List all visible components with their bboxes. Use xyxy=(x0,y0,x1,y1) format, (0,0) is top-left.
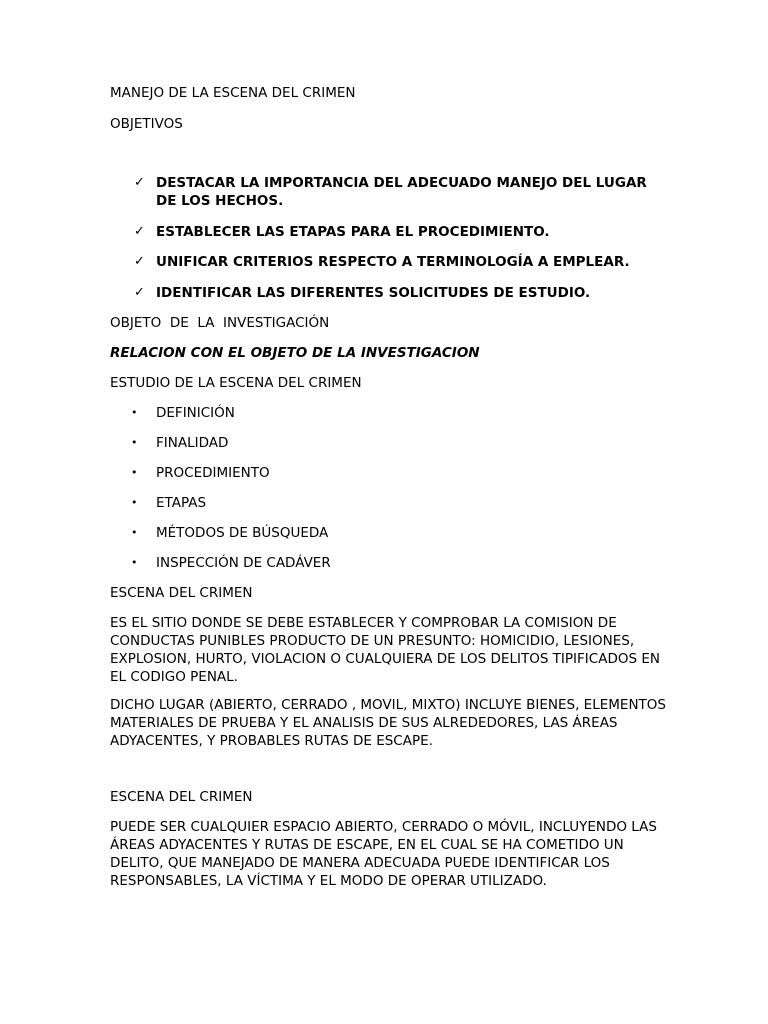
bullet-icon: • xyxy=(131,526,138,539)
list-item xyxy=(110,524,670,542)
list-item xyxy=(110,554,670,572)
estudio-item-text: ETAPAS xyxy=(156,495,207,511)
escena-heading-2: ESCENA DEL CRIMEN xyxy=(110,789,253,805)
objetivo-text: ESTABLECER LAS ETAPAS PARA EL PROCEDIMIENTO. xyxy=(156,223,550,240)
objetivo-text: UNIFICAR CRITERIOS RESPECTO A TERMINOLOGÍA A EMPLEAR. xyxy=(156,254,630,270)
checkmark-icon: ✓ xyxy=(134,254,145,269)
objetivo-text: DESTACAR LA IMPORTANCIA DEL ADECUADO MANEJO DEL LUGAR DE LOS HECHOS. xyxy=(156,175,647,209)
bullet-icon: • xyxy=(131,496,138,509)
objetivo-text: IDENTIFICAR LAS DIFERENTES SOLICITUDES DE ESTUDIO. xyxy=(156,284,591,301)
document-title: MANEJO DE LA ESCENA DEL CRIMEN xyxy=(110,85,356,101)
bullet-icon: • xyxy=(131,406,138,419)
escena-paragraph-1: ES EL SITIO DONDE SE DEBE ESTABLECER Y COMPROBAR LA COMISION DE CONDUCTAS PUNIBLES PRODUCTO DE UN PRESUNTO: HOMICIDIO, LESIONES, EXPLOSION, HURTO, VIOLACION O CUALQUIERA DE LOS DELITOS TIPIFICADOS EN EL CODIGO PENAL. xyxy=(110,615,660,685)
list-item xyxy=(110,223,670,241)
estudio-item-text: INSPECCIÓN DE CADÁVER xyxy=(156,555,331,571)
blank-line xyxy=(110,760,670,788)
objetivos-list xyxy=(110,174,670,302)
checkmark-icon: ✓ xyxy=(134,175,145,190)
list-item xyxy=(110,494,670,512)
estudio-item-text: MÉTODOS DE BÚSQUEDA xyxy=(156,525,329,541)
checkmark-icon: ✓ xyxy=(134,223,145,239)
objeto-heading: OBJETO DE LA INVESTIGACIÓN xyxy=(110,315,330,331)
list-item xyxy=(110,284,670,302)
estudio-heading: ESTUDIO DE LA ESCENA DEL CRIMEN xyxy=(110,375,362,391)
list-item xyxy=(110,253,670,271)
escena-paragraph-2: DICHO LUGAR (ABIERTO, CERRADO , MOVIL, MIXTO) INCLUYE BIENES, ELEMENTOS MATERIALES DE PRUEBA Y EL ANALISIS DE SUS ALREDEDORES, LAS ÁREAS ADYACENTES, Y PROBABLES RUTAS DE ESCAPE. xyxy=(110,697,666,749)
estudio-list xyxy=(110,404,670,572)
estudio-item-text: FINALIDAD xyxy=(156,435,229,451)
estudio-item-text: PROCEDIMIENTO xyxy=(156,465,270,481)
list-item xyxy=(110,464,670,482)
document-page xyxy=(110,84,670,900)
list-item xyxy=(110,434,670,452)
objetivos-heading: OBJETIVOS xyxy=(110,116,183,132)
escena-paragraph-3: PUEDE SER CUALQUIER ESPACIO ABIERTO, CERRADO O MÓVIL, INCLUYENDO LAS ÁREAS ADYACENTES Y RUTAS DE ESCAPE, EN EL CUAL SE HA COMETIDO UN DELITO, QUE MANEJADO DE MANERA ADECUADA PUEDE IDENTIFICAR LOS RESPONSABLES, LA VÍCTIMA Y EL MODO DE OPERAR UTILIZADO. xyxy=(110,819,657,889)
bullet-icon: • xyxy=(131,436,138,449)
relacion-heading: RELACION CON EL OBJETO DE LA INVESTIGACION xyxy=(110,345,480,361)
escena-heading-1: ESCENA DEL CRIMEN xyxy=(110,585,253,601)
bullet-icon: • xyxy=(131,556,138,569)
bullet-icon: • xyxy=(131,466,138,479)
list-item xyxy=(110,404,670,422)
estudio-item-text: DEFINICIÓN xyxy=(156,405,235,421)
list-item xyxy=(110,174,670,210)
checkmark-icon: ✓ xyxy=(134,284,145,300)
